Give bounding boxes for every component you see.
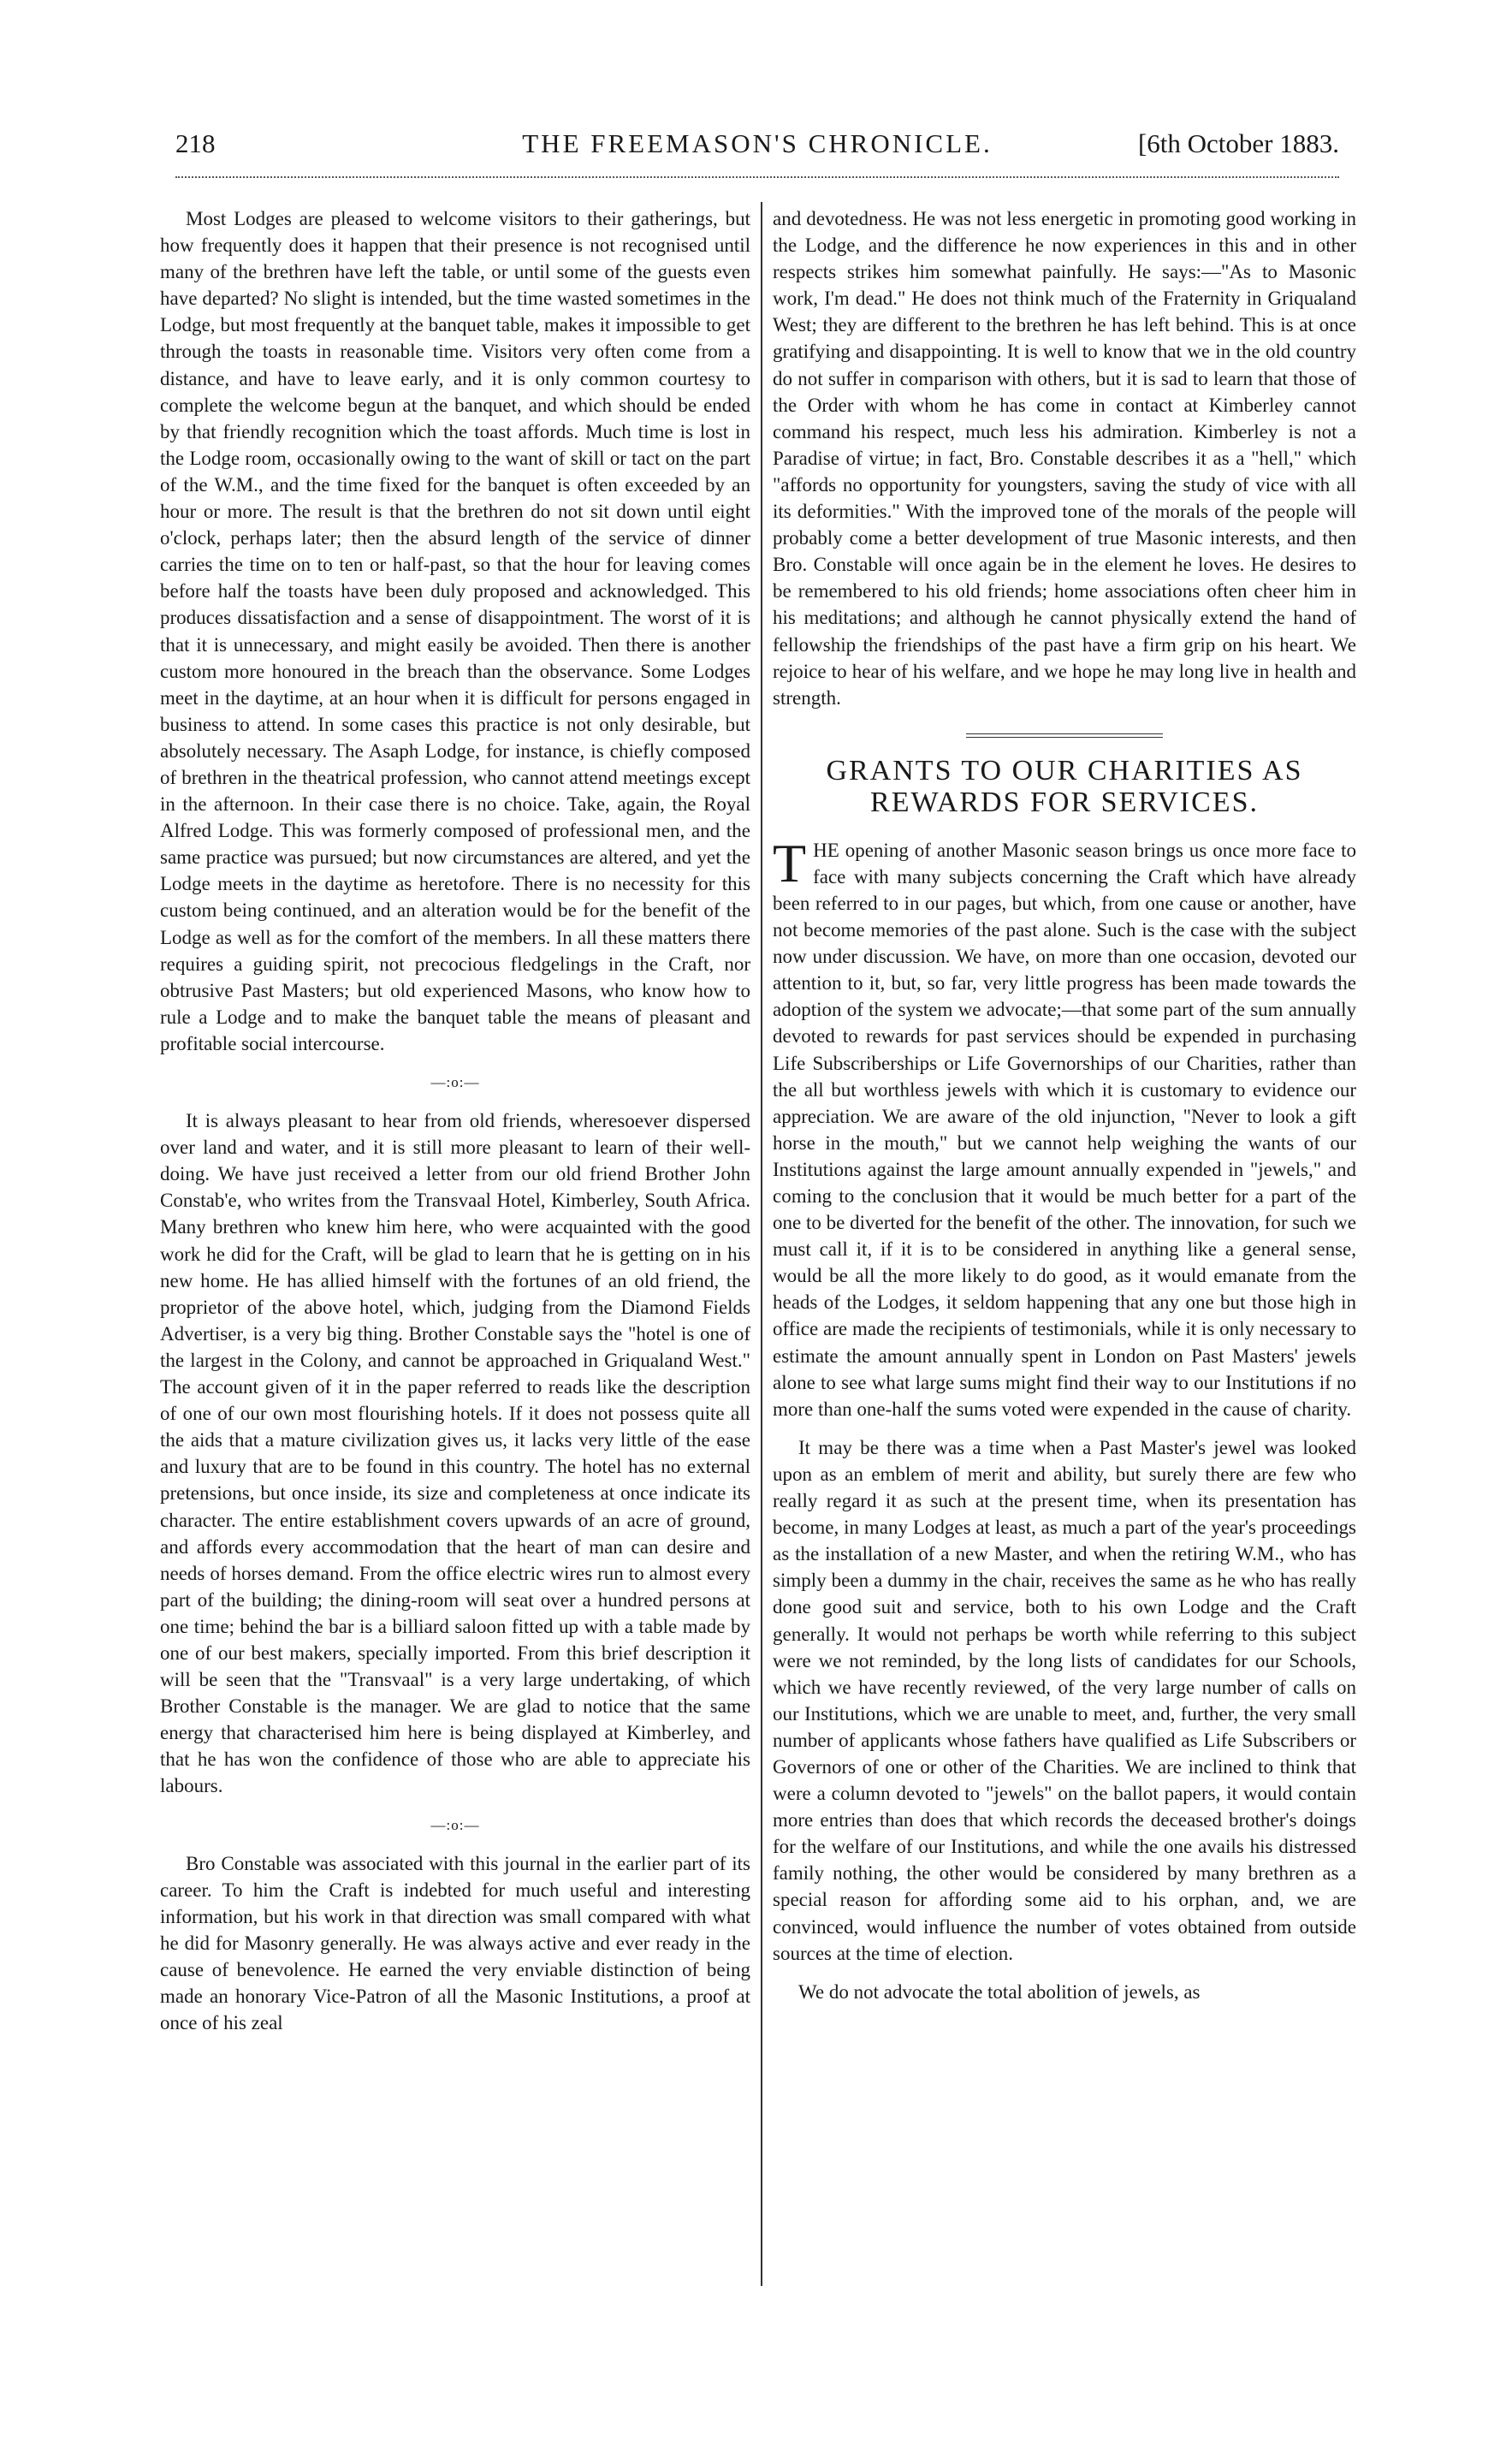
header-rule [175, 176, 1339, 178]
drop-cap: T [773, 832, 807, 893]
left-column [160, 205, 750, 2281]
headline-line-2: REWARDS FOR SERVICES. [870, 786, 1259, 818]
column-divider [761, 202, 762, 2286]
headline-line-1: GRANTS TO OUR CHARITIES AS [826, 754, 1303, 787]
paragraph-bro-constable: Bro Constable was associated with this journal in the earlier part of its career. To him the Craft is indebted for much useful and interesting information, but his work in that direction was small compared with what he did for Masonry generally. He was always active and ever ready in the cause of benevolence. He earned the very enviable distinction of being made an honorary Vice-Patron of all the Masonic Institutions, a proof at once of his zeal [160, 1852, 750, 2034]
section-separator: —:o:— [430, 1074, 480, 1090]
paragraph-past-master-jewel: It may be there was a time when a Past Master's jewel was looked upon as an emblem of merit and ability, but surely there are few who really regard it as such at the present time, when its presentation has become, in many Lodges at least, as much a part of the year's proceedings as the installation of a new Master, and when the retiring W.M., who has simply been a dummy in the chair, receives the same as he who has really done good suit and service, both to his own Lodge and the Craft generally. It would not perhaps be worth while referring to this subject were we not reminded, by the long lists of candidates for our Schools, which we have recently reviewed, of the very large number of calls on our Institutions, which we are unable to meet, and, further, the very small number of applicants whose fathers have qualified as Life Subscribers or Governors of one or other of the Charities. We are inclined to think that were a column devoted to "jewels" on the ballot papers, it would contain more entries than does that which records the deceased brother's doings for the welfare of our Institutions, and while the one avails his distressed family nothing, the other would be considered by many brethren as a special reason for affording some aid to his orphan, and, we are convinced, would influence the number of votes obtained from outside sources at the time of election. [773, 1436, 1356, 1964]
right-column [773, 205, 1356, 2281]
section-separator: —:o:— [430, 1816, 480, 1833]
running-title: THE FREEMASON'S CHRONICLE. [522, 128, 993, 158]
paragraph-devotedness: and devotedness. He was not less energetic in promoting good working in the Lodge, and the difference he now experiences in this and in other respects strikes him somewhat painfully. He says:—"As to Masonic work, I'm dead." He does not think much of the Fraternity in Griqualand West; they are different to the brethren he has left behind. This is at once gratifying and disappointing. It is well to know that we in the old country do not suffer in comparison with others, but it is sad to learn that those of the Order with whom he has come in contact at Kimberley cannot command his respect, much less his admiration. Kimberley is not a Paradise of virtue; in fact, Bro. Constable describes it as a "hell," which "affords no opportunity for youngsters, saving the study of vice with all its deformities." With the improved tone of the morals of the people will probably come a better development of true Masonic interests, and then Bro. Constable will once again be in the element he loves. He desires to be remembered to his old friends; home associations often cheer him in his meditations; and although he cannot physically extend the hand of fellowship the friendships of the past have a firm grip on his heart. We rejoice to hear of his welfare, and we hope he may long live in health and strength. [773, 208, 1356, 709]
issue-date: [6th October 1883. [1137, 128, 1339, 158]
paragraph-grants-opening [773, 832, 1356, 1422]
article-headline [773, 755, 1356, 818]
page-number: 218 [175, 128, 216, 158]
page-header [175, 128, 1339, 171]
paragraph-abolition: We do not advocate the total abolition of jewels, as [798, 1980, 1201, 2003]
paragraph-grants-text: HE opening of another Masonic season brings us once more face to face with many subjects concerning the Craft which have already been referred to in our pages, but which, from one cause or another, have not become memories of the past alone. Such is the case with the subject now under discussion. We have, on more than one occasion, devoted our attention to it, but, so far, very little progress has been made towards the adoption of the system we advocate;—that some part of the sum annually devoted to rewards for past services should be expended in purchasing Life Subscriberships or Life Governorships of our Charities, rather than the all but worthless jewels with which it is customary to evidence our appreciation. We are aware of the old injunction, "Never to look a gift horse in the mouth," but we cannot help weighing the wants of our Institutions against the large amount annually expended in "jewels," and coming to the conclusion that it would be much better for a part of the one to be diverted for the benefit of the other. The innovation, for such we must call it, if it is to be considered in anything like a general sense, would be all the more likely to do good, as it would emanate from the heads of the Lodges, it seldom happening that any one but those high in office are made the recipients of testimonials, while it is only necessary to estimate the amount annually spent in London on Past Masters' jewels alone to see what large sums might find their way to our Institutions if no more than one-half the sums voted were expended in the cause of charity. [773, 839, 1356, 1420]
paragraph-lodges-visitors: Most Lodges are pleased to welcome visitors to their gatherings, but how frequently does it happen that their presence is not recognised until many of the brethren have left the table, or until some of the guests even have departed? No slight is intended, but the time wasted sometimes in the Lodge, but most frequently at the banquet table, makes it impossible to get through the toasts in reasonable time. Visitors very often come from a distance, and have to leave early, and it is only common courtesy to complete the welcome begun at the banquet, and which should be ended by that friendly recognition which the toast affords. Much time is lost in the Lodge room, occasionally owing to the want of skill or tact on the part of the W.M., and the time fixed for the banquet is often exceeded by an hour or more. The result is that the brethren do not sit down until eight o'clock, perhaps later; then the absurd length of the service of dinner carries the time on to ten or half-past, so that the hour for leaving comes before half the toasts have been duly proposed and acknowledged. This produces dissatisfaction and a sense of disappointment. The worst of it is that it is unnecessary, and might easily be avoided. Then there is another custom more honoured in the breach than the observance. Some Lodges meet in the daytime, at an hour when it is difficult for persons engaged in business to attend. In some cases this practice is not only desirable, but absolutely necessary. The Asaph Lodge, for instance, is chiefly composed of brethren in the theatrical profession, who cannot attend meetings except in the afternoon. In their case there is no choice. Take, again, the Royal Alfred Lodge. This was formerly composed of professional men, and the same practice was pursued; but now circumstances are altered, and yet the Lodge meets in the daytime as heretofore. There is no necessity for this custom being continued, and an alteration would be for the benefit of the Lodge as well as for the comfort of the members. In all these matters there requires a guiding spirit, not precocious fledgelings in the Craft, nor obtrusive Past Masters; but old experienced Masons, who know how to rule a Lodge and to make the banquet table the means of pleasant and profitable social intercourse. [160, 208, 750, 1054]
article-divider [966, 733, 1163, 738]
paragraph-old-friends: It is always pleasant to hear from old friends, wheresoever dispersed over land and water, and it is still more pleasant to learn of their well-doing. We have just received a letter from our old friend Brother John Constab'e, who writes from the Transvaal Hotel, Kimberley, South Africa. Many brethren who knew him here, who were acquainted with the good work he did for the Craft, will be glad to learn that he is getting on in his new home. He has allied himself with the fortunes of an old friend, the proprietor of the above hotel, which, judging from the Diamond Fields Advertiser, is a very big thing. Brother Constable says the "hotel is one of the largest in the Colony, and cannot be approached in Griqualand West." The account given of it in the paper referred to reads like the description of one of our own most flourishing hotels. If it does not possess quite all the aids that a mature civilization gives us, it lacks very little of the ease and luxury that are to be found in this country. The hotel has no external pretensions, but once inside, its size and completeness at once indicate its character. The entire establishment covers upwards of an acre of ground, and affords every accommodation that the heart of man can desire and needs of horses demand. From the office electric wires run to almost every part of the building; the dining-room will seat over a hundred persons at one time; behind the bar is a billiard saloon fitted up with a table made by one of our best makers, specially imported. From this brief description it will be seen that the "Transvaal" is a very large undertaking, of which Brother Constable is the manager. We are glad to notice that the same energy that characterised him here is being displayed at Kimberley, and that he has won the confidence of those who are able to appreciate his labours. [160, 1110, 750, 1797]
